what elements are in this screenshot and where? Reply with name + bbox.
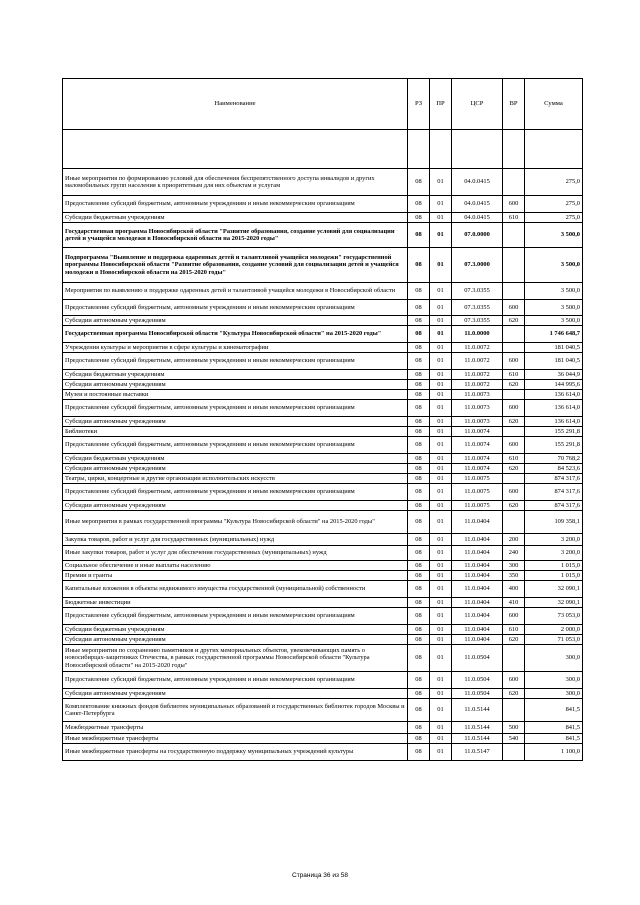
table-row bbox=[63, 534, 583, 546]
row-sum: 36 044,9 bbox=[525, 370, 583, 380]
row-pr: 01 bbox=[430, 196, 452, 213]
row-rz: 08 bbox=[408, 534, 430, 546]
row-sum: 874 317,6 bbox=[525, 501, 583, 511]
row-vr: 200 bbox=[503, 534, 525, 546]
row-csr: 11.0.0074 bbox=[452, 427, 503, 437]
row-vr bbox=[503, 223, 525, 248]
row-sum: 3 200,0 bbox=[525, 546, 583, 561]
row-sum: 275,0 bbox=[525, 196, 583, 213]
header-vr: ВР bbox=[503, 79, 525, 130]
table-row bbox=[63, 213, 583, 223]
row-vr: 600 bbox=[503, 437, 525, 454]
row-name: Иные мероприятия по сохранению памятников и других мемориальных объектов, увековечивающих память о новосибирцах-защитниках Отечества, в рамках государственной программы Новосибирской области "Культура Новосибирской области" на 2015-2020 годы" bbox=[63, 645, 408, 672]
row-pr: 01 bbox=[430, 474, 452, 484]
row-name: Предоставление субсидий бюджетным, автономным учреждениям и иным некоммерческим организациям bbox=[63, 437, 408, 454]
row-pr: 01 bbox=[430, 464, 452, 474]
row-sum: 155 291,8 bbox=[525, 437, 583, 454]
row-vr: 600 bbox=[503, 608, 525, 625]
row-sum: 155 291,8 bbox=[525, 427, 583, 437]
row-name: Субсидии бюджетным учреждениям bbox=[63, 625, 408, 635]
row-rz: 08 bbox=[408, 464, 430, 474]
row-pr: 01 bbox=[430, 400, 452, 417]
row-vr: 600 bbox=[503, 300, 525, 316]
row-sum: 1 100,0 bbox=[525, 744, 583, 761]
row-rz: 08 bbox=[408, 248, 430, 283]
table-row bbox=[63, 283, 583, 300]
row-vr bbox=[503, 169, 525, 196]
row-vr: 300 bbox=[503, 561, 525, 571]
row-csr: 07.3.0355 bbox=[452, 316, 503, 326]
row-csr: 11.0.0404 bbox=[452, 561, 503, 571]
row-vr: 620 bbox=[503, 417, 525, 427]
row-sum: 181 040,5 bbox=[525, 353, 583, 370]
row-pr: 01 bbox=[430, 689, 452, 699]
row-csr: 11.0.0000 bbox=[452, 326, 503, 343]
row-pr: 01 bbox=[430, 326, 452, 343]
row-pr: 01 bbox=[430, 561, 452, 571]
row-csr: 11.0.0073 bbox=[452, 390, 503, 400]
table-row bbox=[63, 390, 583, 400]
row-pr: 01 bbox=[430, 534, 452, 546]
table-row bbox=[63, 571, 583, 581]
row-csr: 11.0.0073 bbox=[452, 417, 503, 427]
row-rz: 08 bbox=[408, 474, 430, 484]
row-pr: 01 bbox=[430, 598, 452, 608]
row-rz: 08 bbox=[408, 699, 430, 722]
row-vr: 610 bbox=[503, 213, 525, 223]
row-rz: 08 bbox=[408, 635, 430, 645]
row-sum: 136 614,0 bbox=[525, 417, 583, 427]
row-csr: 11.0.0504 bbox=[452, 645, 503, 672]
row-pr: 01 bbox=[430, 744, 452, 761]
table-row bbox=[63, 689, 583, 699]
row-sum: 3 500,0 bbox=[525, 223, 583, 248]
row-vr bbox=[503, 699, 525, 722]
table-row bbox=[63, 484, 583, 501]
row-pr: 01 bbox=[430, 672, 452, 689]
row-sum: 32 090,1 bbox=[525, 581, 583, 598]
row-sum: 1 015,0 bbox=[525, 571, 583, 581]
row-vr: 620 bbox=[503, 380, 525, 390]
row-pr: 01 bbox=[430, 625, 452, 635]
row-name: Субсидии автономным учреждениям bbox=[63, 689, 408, 699]
row-rz: 08 bbox=[408, 370, 430, 380]
table-body bbox=[63, 130, 583, 761]
row-sum: 1 015,0 bbox=[525, 561, 583, 571]
row-sum: 3 500,0 bbox=[525, 316, 583, 326]
spacer-cell bbox=[430, 130, 452, 169]
row-vr bbox=[503, 427, 525, 437]
row-pr: 01 bbox=[430, 501, 452, 511]
row-rz: 08 bbox=[408, 722, 430, 734]
row-name: Субсидии бюджетным учреждениям bbox=[63, 370, 408, 380]
row-vr: 410 bbox=[503, 598, 525, 608]
row-name: Подпрограмма "Выявление и поддержка одаренных детей и талантливой учащейся молодежи" государственной программы Новосибирской области "Развитие образования, создание условий для социализации детей и учащейся молодежи в Новосибирской области на 2015-2020 годы" bbox=[63, 248, 408, 283]
row-csr: 11.0.0404 bbox=[452, 608, 503, 625]
row-vr: 350 bbox=[503, 571, 525, 581]
table-row bbox=[63, 561, 583, 571]
row-pr: 01 bbox=[430, 427, 452, 437]
row-name: Иные закупки товаров, работ и услуг для обеспечения государственных (муниципальных) нужд bbox=[63, 546, 408, 561]
row-sum: 2 000,0 bbox=[525, 625, 583, 635]
row-csr: 07.3.0000 bbox=[452, 248, 503, 283]
row-csr: 11.0.0072 bbox=[452, 380, 503, 390]
row-rz: 08 bbox=[408, 546, 430, 561]
row-vr bbox=[503, 326, 525, 343]
table-row bbox=[63, 169, 583, 196]
row-sum: 84 523,6 bbox=[525, 464, 583, 474]
row-csr: 11.0.0404 bbox=[452, 598, 503, 608]
header-pr: ПР bbox=[430, 79, 452, 130]
row-name: Предоставление субсидий бюджетным, автономным учреждениям и иным некоммерческим организациям bbox=[63, 484, 408, 501]
table-row bbox=[63, 501, 583, 511]
row-rz: 08 bbox=[408, 343, 430, 353]
header-csr: ЦСР bbox=[452, 79, 503, 130]
row-name: Библиотеки bbox=[63, 427, 408, 437]
row-rz: 08 bbox=[408, 598, 430, 608]
row-rz: 08 bbox=[408, 608, 430, 625]
row-sum: 3 500,0 bbox=[525, 248, 583, 283]
row-rz: 08 bbox=[408, 326, 430, 343]
row-rz: 08 bbox=[408, 300, 430, 316]
row-name: Премии и гранты bbox=[63, 571, 408, 581]
row-pr: 01 bbox=[430, 213, 452, 223]
spacer-cell bbox=[63, 130, 408, 169]
row-rz: 08 bbox=[408, 501, 430, 511]
row-name: Государственная программа Новосибирской области "Развитие образования, создание условий для социализации детей и учащейся молодежи в Новосибирской области на 2015-2020 годы" bbox=[63, 223, 408, 248]
row-sum: 1 746 648,7 bbox=[525, 326, 583, 343]
row-name: Капитальные вложения в объекты недвижимого имущества государственной (муниципальной) собственности bbox=[63, 581, 408, 598]
row-vr: 620 bbox=[503, 464, 525, 474]
row-rz: 08 bbox=[408, 223, 430, 248]
row-name: Социальное обеспечение и иные выплаты населению bbox=[63, 561, 408, 571]
row-csr: 07.3.0355 bbox=[452, 300, 503, 316]
row-name: Учреждения культуры и мероприятия в сфере культуры и кинематографии bbox=[63, 343, 408, 353]
row-pr: 01 bbox=[430, 370, 452, 380]
row-vr bbox=[503, 343, 525, 353]
table-row bbox=[63, 734, 583, 744]
table-row bbox=[63, 343, 583, 353]
row-csr: 11.0.0404 bbox=[452, 625, 503, 635]
table-row bbox=[63, 625, 583, 635]
row-csr: 11.0.0073 bbox=[452, 400, 503, 417]
table-row bbox=[63, 598, 583, 608]
row-name: Иные межбюджетные трансферты на государственную поддержку муниципальных учреждений культуры bbox=[63, 744, 408, 761]
table-row bbox=[63, 223, 583, 248]
row-pr: 01 bbox=[430, 546, 452, 561]
row-rz: 08 bbox=[408, 169, 430, 196]
row-rz: 08 bbox=[408, 213, 430, 223]
table-row bbox=[63, 326, 583, 343]
row-csr: 11.0.0404 bbox=[452, 571, 503, 581]
row-sum: 275,0 bbox=[525, 213, 583, 223]
row-rz: 08 bbox=[408, 316, 430, 326]
row-csr: 11.0.0075 bbox=[452, 484, 503, 501]
table-row bbox=[63, 511, 583, 534]
table-row bbox=[63, 454, 583, 464]
row-name: Межбюджетные трансферты bbox=[63, 722, 408, 734]
row-sum: 3 500,0 bbox=[525, 283, 583, 300]
row-name: Иные мероприятия по формированию условий для обеспечения беспрепятственного доступа инвалидов и других маломобильных групп населения к приоритетным для них объектам и услугам bbox=[63, 169, 408, 196]
row-vr bbox=[503, 390, 525, 400]
row-rz: 08 bbox=[408, 484, 430, 501]
table-row bbox=[63, 400, 583, 417]
table-row bbox=[63, 744, 583, 761]
row-pr: 01 bbox=[430, 169, 452, 196]
row-csr: 11.0.0074 bbox=[452, 454, 503, 464]
row-vr: 400 bbox=[503, 581, 525, 598]
row-rz: 08 bbox=[408, 511, 430, 534]
row-vr: 620 bbox=[503, 316, 525, 326]
row-sum: 109 358,1 bbox=[525, 511, 583, 534]
row-rz: 08 bbox=[408, 571, 430, 581]
table-row bbox=[63, 196, 583, 213]
row-rz: 08 bbox=[408, 734, 430, 744]
row-rz: 08 bbox=[408, 672, 430, 689]
row-pr: 01 bbox=[430, 380, 452, 390]
row-pr: 01 bbox=[430, 417, 452, 427]
row-name: Музеи и постоянные выставки bbox=[63, 390, 408, 400]
row-pr: 01 bbox=[430, 300, 452, 316]
row-sum: 3 200,0 bbox=[525, 534, 583, 546]
row-vr bbox=[503, 744, 525, 761]
row-rz: 08 bbox=[408, 400, 430, 417]
row-sum: 275,0 bbox=[525, 169, 583, 196]
row-vr bbox=[503, 511, 525, 534]
row-csr: 11.0.0404 bbox=[452, 534, 503, 546]
row-csr: 11.0.0074 bbox=[452, 464, 503, 474]
row-vr: 620 bbox=[503, 635, 525, 645]
table-row bbox=[63, 699, 583, 722]
page-number: Страница 36 из 58 bbox=[292, 872, 348, 879]
row-vr: 610 bbox=[503, 625, 525, 635]
row-name: Предоставление субсидий бюджетным, автономным учреждениям и иным некоммерческим организациям bbox=[63, 353, 408, 370]
row-vr bbox=[503, 248, 525, 283]
row-sum: 874 317,6 bbox=[525, 474, 583, 484]
row-name: Предоставление субсидий бюджетным, автономным учреждениям и иным некоммерческим организациям bbox=[63, 300, 408, 316]
row-pr: 01 bbox=[430, 699, 452, 722]
row-vr: 610 bbox=[503, 454, 525, 464]
row-csr: 11.0.0075 bbox=[452, 474, 503, 484]
row-name: Иные мероприятия в рамках государственной программы "Культура Новосибирской области" на 2015-2020 годы" bbox=[63, 511, 408, 534]
row-pr: 01 bbox=[430, 571, 452, 581]
row-sum: 181 040,5 bbox=[525, 343, 583, 353]
row-csr: 04.0.0415 bbox=[452, 196, 503, 213]
row-pr: 01 bbox=[430, 248, 452, 283]
table-row bbox=[63, 608, 583, 625]
spacer-cell bbox=[525, 130, 583, 169]
row-vr bbox=[503, 474, 525, 484]
row-name: Предоставление субсидий бюджетным, автономным учреждениям и иным некоммерческим организациям bbox=[63, 400, 408, 417]
row-csr: 07.3.0355 bbox=[452, 283, 503, 300]
row-rz: 08 bbox=[408, 283, 430, 300]
row-rz: 08 bbox=[408, 427, 430, 437]
row-vr bbox=[503, 645, 525, 672]
table-row bbox=[63, 581, 583, 598]
row-name: Государственная программа Новосибирской области "Культура Новосибирской области" на 2015-2020 годы" bbox=[63, 326, 408, 343]
row-sum: 300,0 bbox=[525, 645, 583, 672]
row-rz: 08 bbox=[408, 561, 430, 571]
table-row bbox=[63, 370, 583, 380]
row-csr: 11.0.0072 bbox=[452, 370, 503, 380]
row-pr: 01 bbox=[430, 437, 452, 454]
row-pr: 01 bbox=[430, 608, 452, 625]
row-pr: 01 bbox=[430, 581, 452, 598]
row-rz: 08 bbox=[408, 645, 430, 672]
row-csr: 11.0.5144 bbox=[452, 734, 503, 744]
spacer-row bbox=[63, 130, 583, 169]
row-name: Субсидии автономным учреждениям bbox=[63, 464, 408, 474]
row-csr: 11.0.5144 bbox=[452, 722, 503, 734]
table-row bbox=[63, 464, 583, 474]
row-pr: 01 bbox=[430, 283, 452, 300]
row-csr: 11.0.0072 bbox=[452, 353, 503, 370]
row-csr: 11.0.0074 bbox=[452, 437, 503, 454]
header-sum: Сумма bbox=[525, 79, 583, 130]
row-rz: 08 bbox=[408, 625, 430, 635]
table-row bbox=[63, 316, 583, 326]
row-pr: 01 bbox=[430, 645, 452, 672]
row-sum: 841,5 bbox=[525, 699, 583, 722]
row-vr: 500 bbox=[503, 722, 525, 734]
row-csr: 11.0.0404 bbox=[452, 581, 503, 598]
row-name: Субсидии автономным учреждениям bbox=[63, 380, 408, 390]
table-row bbox=[63, 427, 583, 437]
row-name: Предоставление субсидий бюджетным, автономным учреждениям и иным некоммерческим организациям bbox=[63, 196, 408, 213]
row-vr: 540 bbox=[503, 734, 525, 744]
row-sum: 841,5 bbox=[525, 722, 583, 734]
row-csr: 11.0.0504 bbox=[452, 689, 503, 699]
table-row bbox=[63, 353, 583, 370]
row-name: Предоставление субсидий бюджетным, автономным учреждениям и иным некоммерческим организациям bbox=[63, 672, 408, 689]
row-vr: 240 bbox=[503, 546, 525, 561]
row-pr: 01 bbox=[430, 353, 452, 370]
row-sum: 70 768,2 bbox=[525, 454, 583, 464]
row-pr: 01 bbox=[430, 511, 452, 534]
row-name: Иные межбюджетные трансферты bbox=[63, 734, 408, 744]
spacer-cell bbox=[452, 130, 503, 169]
row-sum: 300,0 bbox=[525, 672, 583, 689]
row-pr: 01 bbox=[430, 343, 452, 353]
row-vr: 600 bbox=[503, 400, 525, 417]
row-csr: 11.0.0504 bbox=[452, 672, 503, 689]
row-vr: 600 bbox=[503, 484, 525, 501]
table-row bbox=[63, 672, 583, 689]
row-rz: 08 bbox=[408, 689, 430, 699]
table-row bbox=[63, 474, 583, 484]
row-vr: 600 bbox=[503, 353, 525, 370]
row-pr: 01 bbox=[430, 316, 452, 326]
row-pr: 01 bbox=[430, 722, 452, 734]
row-pr: 01 bbox=[430, 454, 452, 464]
row-csr: 11.0.0404 bbox=[452, 635, 503, 645]
row-rz: 08 bbox=[408, 581, 430, 598]
table-header-row bbox=[63, 79, 583, 130]
row-rz: 08 bbox=[408, 417, 430, 427]
row-name: Мероприятия по выявлению и поддержке одаренных детей и талантливой учащейся молодежи в Новосибирской области bbox=[63, 283, 408, 300]
table-row bbox=[63, 635, 583, 645]
row-pr: 01 bbox=[430, 734, 452, 744]
row-csr: 11.0.0404 bbox=[452, 511, 503, 534]
row-csr: 11.0.0075 bbox=[452, 501, 503, 511]
table-row bbox=[63, 248, 583, 283]
row-rz: 08 bbox=[408, 744, 430, 761]
row-csr: 11.0.5144 bbox=[452, 699, 503, 722]
row-sum: 32 090,1 bbox=[525, 598, 583, 608]
table-row bbox=[63, 722, 583, 734]
row-name: Субсидии автономным учреждениям bbox=[63, 635, 408, 645]
row-sum: 136 614,0 bbox=[525, 400, 583, 417]
row-name: Субсидии автономным учреждениям bbox=[63, 417, 408, 427]
row-csr: 11.0.0072 bbox=[452, 343, 503, 353]
row-sum: 3 500,0 bbox=[525, 300, 583, 316]
row-rz: 08 bbox=[408, 353, 430, 370]
row-vr: 610 bbox=[503, 370, 525, 380]
table-row bbox=[63, 546, 583, 561]
row-name: Закупка товаров, работ и услуг для государственных (муниципальных) нужд bbox=[63, 534, 408, 546]
spacer-cell bbox=[503, 130, 525, 169]
row-rz: 08 bbox=[408, 390, 430, 400]
row-rz: 08 bbox=[408, 454, 430, 464]
row-sum: 144 995,6 bbox=[525, 380, 583, 390]
row-csr: 04.0.0415 bbox=[452, 213, 503, 223]
spacer-cell bbox=[408, 130, 430, 169]
row-sum: 73 053,0 bbox=[525, 608, 583, 625]
row-name: Бюджетные инвестиции bbox=[63, 598, 408, 608]
row-name: Театры, цирки, концертные и другие организации исполнительских искусств bbox=[63, 474, 408, 484]
table-row bbox=[63, 645, 583, 672]
table-row bbox=[63, 300, 583, 316]
row-pr: 01 bbox=[430, 635, 452, 645]
row-sum: 136 614,0 bbox=[525, 390, 583, 400]
row-sum: 841,5 bbox=[525, 734, 583, 744]
row-csr: 07.0.0000 bbox=[452, 223, 503, 248]
header-name: Наименование bbox=[63, 79, 408, 130]
row-name: Субсидии автономным учреждениям bbox=[63, 316, 408, 326]
row-csr: 04.0.0415 bbox=[452, 169, 503, 196]
table-row bbox=[63, 437, 583, 454]
budget-table bbox=[62, 78, 583, 761]
row-name: Комплектование книжных фондов библиотек муниципальных образований и государственных библиотек городов Москвы и Санкт-Петербурга bbox=[63, 699, 408, 722]
row-pr: 01 bbox=[430, 223, 452, 248]
row-pr: 01 bbox=[430, 390, 452, 400]
table-row bbox=[63, 417, 583, 427]
row-vr: 600 bbox=[503, 196, 525, 213]
row-name: Субсидии бюджетным учреждениям bbox=[63, 454, 408, 464]
row-csr: 11.0.5147 bbox=[452, 744, 503, 761]
row-sum: 300,0 bbox=[525, 689, 583, 699]
row-rz: 08 bbox=[408, 380, 430, 390]
row-name: Субсидии автономным учреждениям bbox=[63, 501, 408, 511]
row-vr: 600 bbox=[503, 672, 525, 689]
row-name: Предоставление субсидий бюджетным, автономным учреждениям и иным некоммерческим организациям bbox=[63, 608, 408, 625]
row-rz: 08 bbox=[408, 196, 430, 213]
row-rz: 08 bbox=[408, 437, 430, 454]
header-rz: РЗ bbox=[408, 79, 430, 130]
row-pr: 01 bbox=[430, 484, 452, 501]
row-sum: 874 317,6 bbox=[525, 484, 583, 501]
row-sum: 71 053,0 bbox=[525, 635, 583, 645]
row-csr: 11.0.0404 bbox=[452, 546, 503, 561]
row-vr: 620 bbox=[503, 501, 525, 511]
row-name: Субсидии бюджетным учреждениям bbox=[63, 213, 408, 223]
row-vr: 620 bbox=[503, 689, 525, 699]
table-row bbox=[63, 380, 583, 390]
row-vr bbox=[503, 283, 525, 300]
